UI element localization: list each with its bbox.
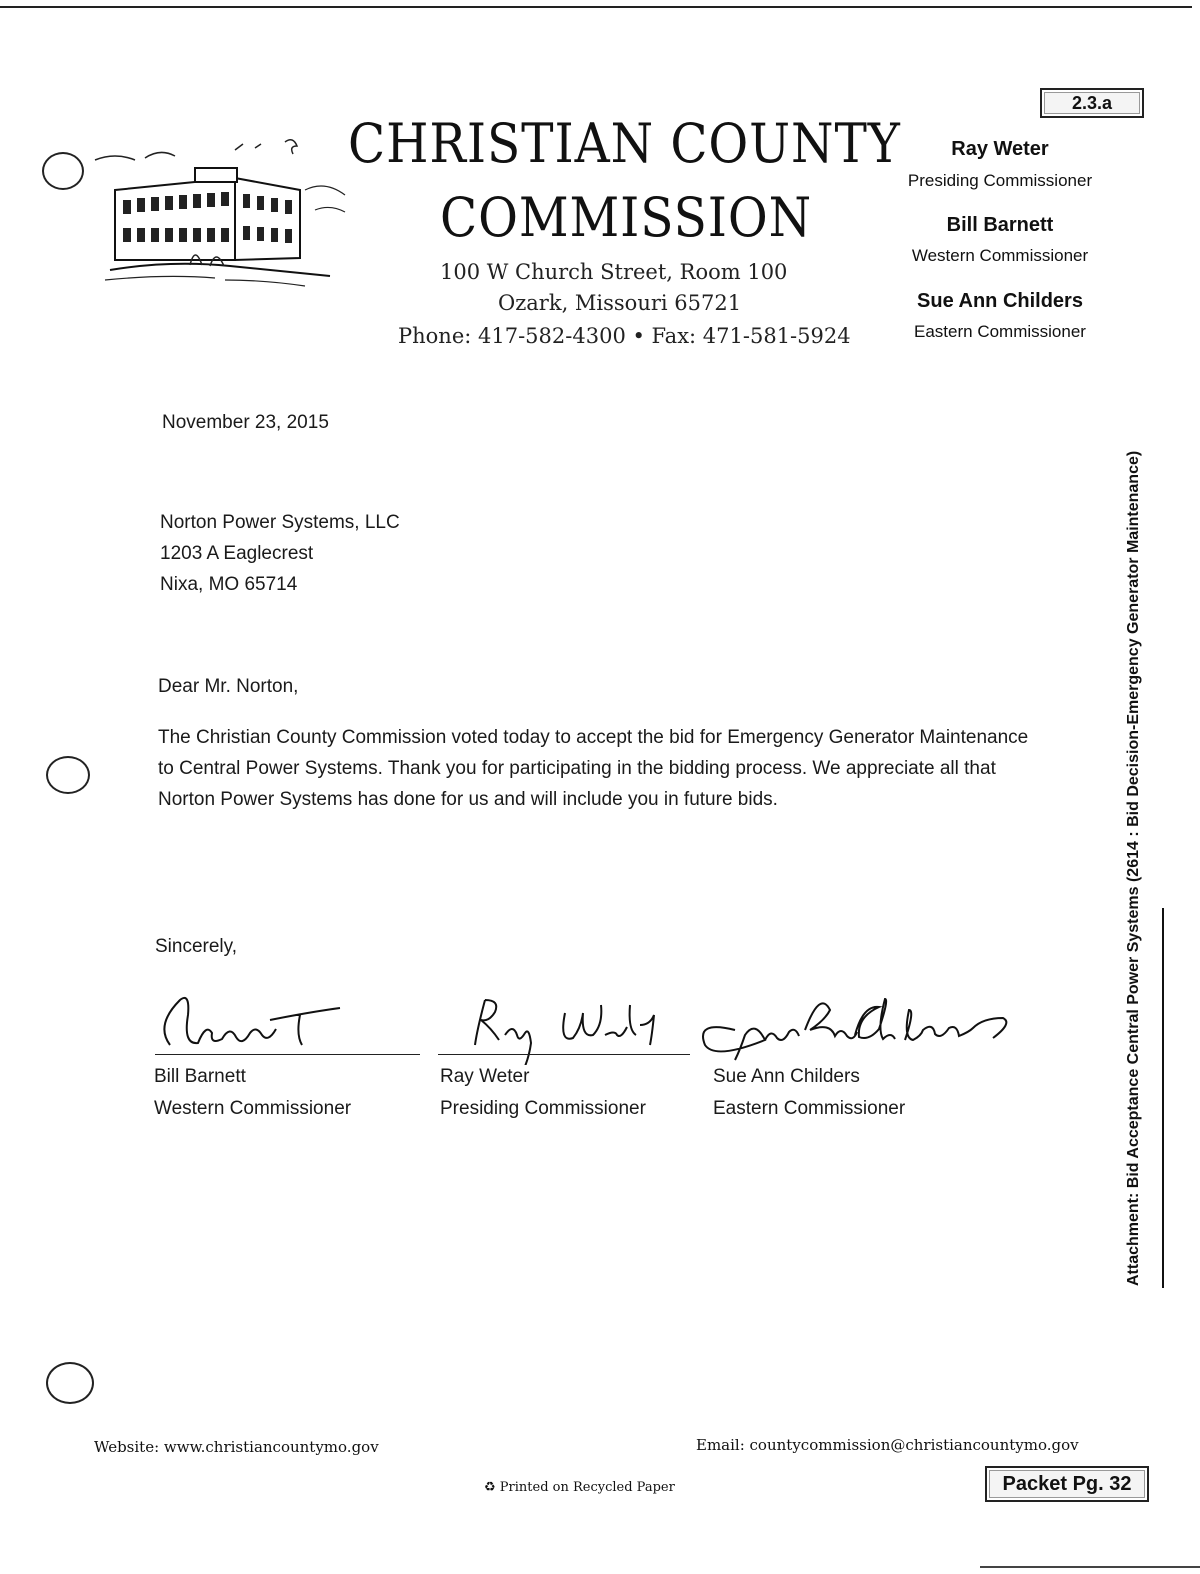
recycled-note xyxy=(484,1480,675,1495)
closing: Sincerely, xyxy=(155,936,238,957)
recipient-line: Norton Power Systems, LLC xyxy=(160,512,400,533)
footer-website: Website: www.christiancountymo.gov xyxy=(94,1438,379,1456)
bottom-border-line xyxy=(980,1566,1200,1568)
signature-ray-weter xyxy=(455,985,685,1065)
footer-email: Email: countycommission@christiancountymo.gov xyxy=(696,1436,1079,1454)
document-tag: 2.3.a xyxy=(1040,88,1144,118)
signer-title: Presiding Commissioner xyxy=(440,1098,646,1119)
signer-name: Bill Barnett xyxy=(154,1066,246,1087)
signer-title: Eastern Commissioner xyxy=(713,1098,906,1119)
salutation: Dear Mr. Norton, xyxy=(158,676,299,697)
signer-title: Western Commissioner xyxy=(154,1098,352,1119)
commission-title-line1: CHRISTIAN COUNTY xyxy=(348,112,901,175)
punch-hole-bottom xyxy=(46,1362,94,1404)
punch-hole-top xyxy=(42,152,84,190)
recipient-line: Nixa, MO 65714 xyxy=(160,574,298,595)
side-rule xyxy=(1162,908,1164,1288)
signature-absent xyxy=(150,985,370,1060)
phone-fax: Phone: 417-582-4300 • Fax: 471-581-5924 xyxy=(398,324,851,348)
commissioner-name-presiding: Ray Weter xyxy=(951,138,1049,160)
signer-name: Sue Ann Childers xyxy=(713,1066,860,1087)
signer-name: Ray Weter xyxy=(440,1066,530,1087)
letter-body: The Christian County Commission voted today to accept the bid for Emergency Generator Maintenance to Central Power Systems. Thank you for participating in the bidding process. We appreciate all that Norton Power Systems has done for us and will include you in future bids. xyxy=(158,727,1029,810)
recycled-text: Printed on Recycled Paper xyxy=(499,1480,675,1495)
recycle-icon: ♻ xyxy=(484,1480,496,1495)
attachment-side-label: Attachment: Bid Acceptance Central Power Systems (2614 : Bid Decision-Emergency Generator Maintenance) xyxy=(1125,450,1142,1286)
commissioner-name-eastern: Sue Ann Childers xyxy=(917,290,1083,312)
address-city: Ozark, Missouri 65721 xyxy=(498,291,742,315)
commissioner-role-presiding: Presiding Commissioner xyxy=(907,171,1093,190)
punch-hole-middle xyxy=(46,756,90,794)
address-street: 100 W Church Street, Room 100 xyxy=(440,260,788,284)
commission-title-line2: COMMISSION xyxy=(440,186,813,249)
signature-sue-ann-childers xyxy=(695,990,1060,1065)
courthouse-logo-icon xyxy=(85,130,355,290)
signature-line xyxy=(155,1054,420,1055)
commissioner-name-western: Bill Barnett xyxy=(946,214,1054,236)
signature-line xyxy=(438,1054,690,1055)
top-border-line xyxy=(0,6,1192,8)
recipient-line: 1203 A Eaglecrest xyxy=(160,543,314,564)
commissioner-role-eastern: Eastern Commissioner xyxy=(914,322,1086,341)
letter-date: November 23, 2015 xyxy=(162,412,329,433)
packet-page-tag: Packet Pg. 32 xyxy=(985,1466,1149,1502)
commissioner-role-western: Western Commissioner xyxy=(911,246,1089,265)
